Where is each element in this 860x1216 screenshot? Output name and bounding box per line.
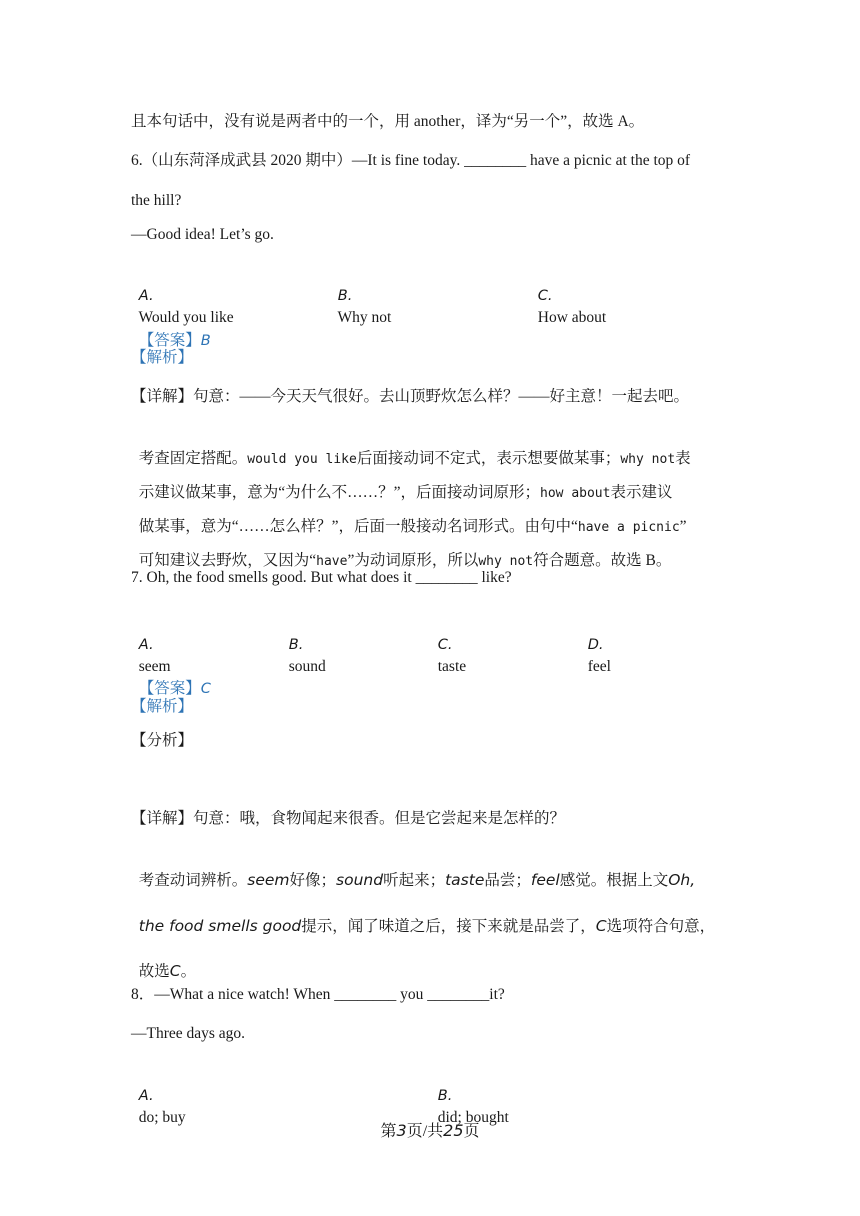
option-text: How about — [537, 309, 607, 326]
option-text: Would you like — [138, 309, 234, 326]
option-letter: D. — [587, 637, 604, 653]
q6-option-b[interactable] — [330, 263, 391, 329]
q6-stem-line1: 6.（山东菏泽成武县 2020 期中）—It is fine today. ________ have a picnic at the top of — [131, 152, 691, 169]
q6-detail-line4: 做某事，意为“……怎么样？”，后面一般接动名词形式。由句中“have a picnic” — [138, 518, 687, 535]
option-text: do; buy — [138, 1109, 186, 1126]
option-text: sound — [288, 658, 326, 675]
q6-detail-line3: 示建议做某事，意为“为什么不……？”，后面接动词原形；how about表示建议 — [138, 484, 673, 501]
q7-detail-line4: 故选C。 — [138, 962, 197, 980]
option-text: taste — [437, 658, 467, 675]
option-letter: B. — [337, 288, 353, 304]
option-text: seem — [138, 658, 171, 675]
q7-answer — [131, 656, 211, 700]
option-letter: C. — [437, 637, 453, 653]
q7-stem: 7. Oh, the food smells good. But what does it ________ like? — [131, 569, 512, 586]
q7-option-c[interactable] — [430, 612, 466, 678]
answer-value: C — [200, 681, 211, 697]
page-total: 25 — [443, 1121, 464, 1140]
q7-detail-line2: 考查动词辨析。seem好像；sound听起来；taste品尝；feel感觉。根据上文Oh, — [138, 871, 696, 889]
q6-detail-line2: 考查固定搭配。would you like后面接动词不定式，表示想要做某事；why not表 — [138, 450, 691, 467]
q7-option-b[interactable] — [281, 612, 326, 678]
q6-stem-line3: —Good idea! Let’s go. — [131, 226, 274, 243]
q8-stem-line1: 8．—What a nice watch! When ________ you ________it? — [131, 986, 505, 1003]
option-letter: C. — [537, 288, 553, 304]
option-letter: A. — [138, 1088, 154, 1104]
q7-analysis-tag: 【解析】 — [131, 698, 194, 715]
option-text: feel — [587, 658, 611, 675]
q6-detail-line1: 【详解】句意：——今天天气很好。去山顶野炊怎么样？——好主意！一起去吧。 — [131, 388, 690, 405]
answer-value: B — [200, 333, 211, 349]
option-letter: B. — [288, 637, 304, 653]
q6-stem-line2: the hill? — [131, 192, 182, 209]
option-text: Why not — [337, 309, 392, 326]
page-number: 3 — [396, 1121, 407, 1140]
q6-detail-line5: 可知建议去野炊，又因为“have”为动词原形，所以why not符合题意。故选 B。 — [138, 552, 672, 569]
q7-detail-line3: the food smells good提示，闻了味道之后，接下来就是品尝了，C选项符合句意， — [138, 917, 716, 935]
answer-tag: 【答案】 — [138, 680, 201, 697]
q6-option-c[interactable] — [530, 263, 606, 329]
answer-tag: 【答案】 — [138, 332, 201, 349]
intro-line: 且本句话中，没有说是两者中的一个，用 another，译为“另一个”，故选 A。 — [131, 113, 645, 130]
option-letter: A. — [138, 288, 154, 304]
option-letter: A. — [138, 637, 154, 653]
q7-detail-line1: 【详解】句意：哦，食物闻起来很香。但是它尝起来是怎样的？ — [131, 810, 566, 827]
q6-answer — [131, 308, 211, 352]
q6-analysis-tag: 【解析】 — [131, 349, 194, 366]
option-text: did; bought — [437, 1109, 509, 1126]
page-footer: 第3页/共25页 — [380, 1121, 480, 1140]
q8-stem-line2: —Three days ago. — [131, 1025, 246, 1042]
q7-fenxi-tag: 【分析】 — [131, 732, 194, 749]
option-letter: B. — [437, 1088, 453, 1104]
q7-option-d[interactable] — [580, 612, 611, 678]
